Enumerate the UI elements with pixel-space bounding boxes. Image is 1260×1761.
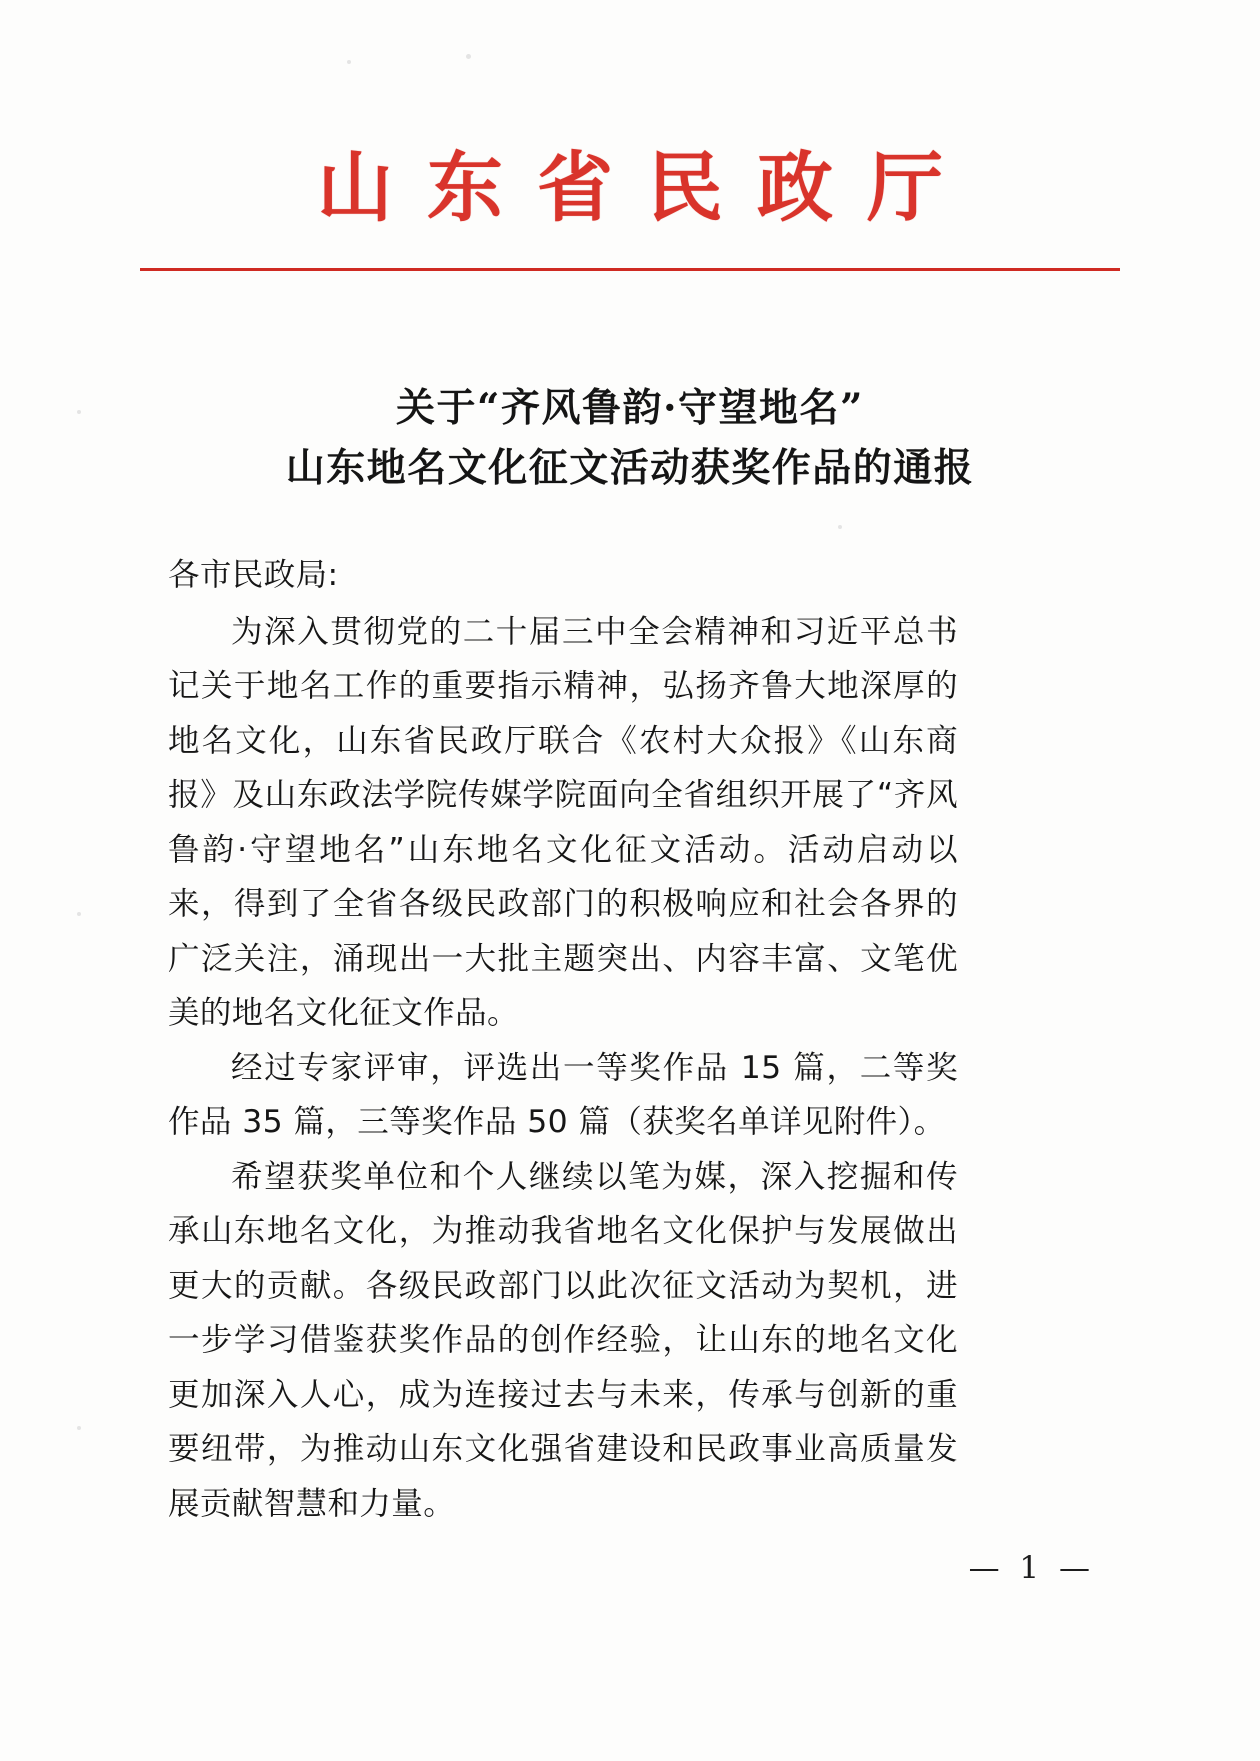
scan-speck — [838, 525, 842, 529]
page-title — [130, 378, 1130, 499]
scan-speck — [77, 1426, 81, 1430]
letterhead — [0, 143, 1260, 232]
page-number: — 1 — — [968, 1550, 1095, 1586]
letterhead-organization: 山东省民政厅 — [317, 143, 977, 232]
scan-speck — [347, 60, 351, 64]
body-paragraph-1: 为深入贯彻党的二十届三中全会精神和习近平总书记关于地名工作的重要指示精神，弘扬齐鲁大地深厚的地名文化，山东省民政厅联合《农村大众报》《山东商报》及山东政法学院传媒学院面向全省组织开展了“齐风鲁韵·守望地名”山东地名文化征文活动。活动启动以来，得到了全省各级民政部门的积极响应和社会各界的广泛关注，涌现出一大批主题突出、内容丰富、文笔优美的地名文化征文作品。 — [168, 613, 958, 1031]
salutation: 各市民政局: — [168, 557, 339, 593]
page-title-line-2: 山东地名文化征文活动获奖作品的通报 — [285, 445, 975, 492]
scan-speck — [77, 410, 81, 414]
document-body — [168, 548, 958, 1531]
body-paragraph-3: 希望获奖单位和个人继续以笔为媒，深入挖掘和传承山东地名文化，为推动我省地名文化保护与发展做出更大的贡献。各级民政部门以此次征文活动为契机，进一步学习借鉴获奖作品的创作经验，让山东的地名文化更加深入人心，成为连接过去与未来，传承与创新的重要纽带，为推动山东文化强省建设和民政事业高质量发展贡献智慧和力量。 — [168, 1158, 958, 1522]
scan-speck — [466, 54, 471, 59]
letterhead-divider — [140, 268, 1120, 271]
scan-speck — [77, 912, 81, 916]
page-title-line-1: 关于“齐风鲁韵·守望地名” — [396, 385, 864, 431]
body-paragraph-2: 经过专家评审，评选出一等奖作品 15 篇，二等奖作品 35 篇，三等奖作品 50 篇（获奖名单详见附件）。 — [168, 1049, 958, 1140]
